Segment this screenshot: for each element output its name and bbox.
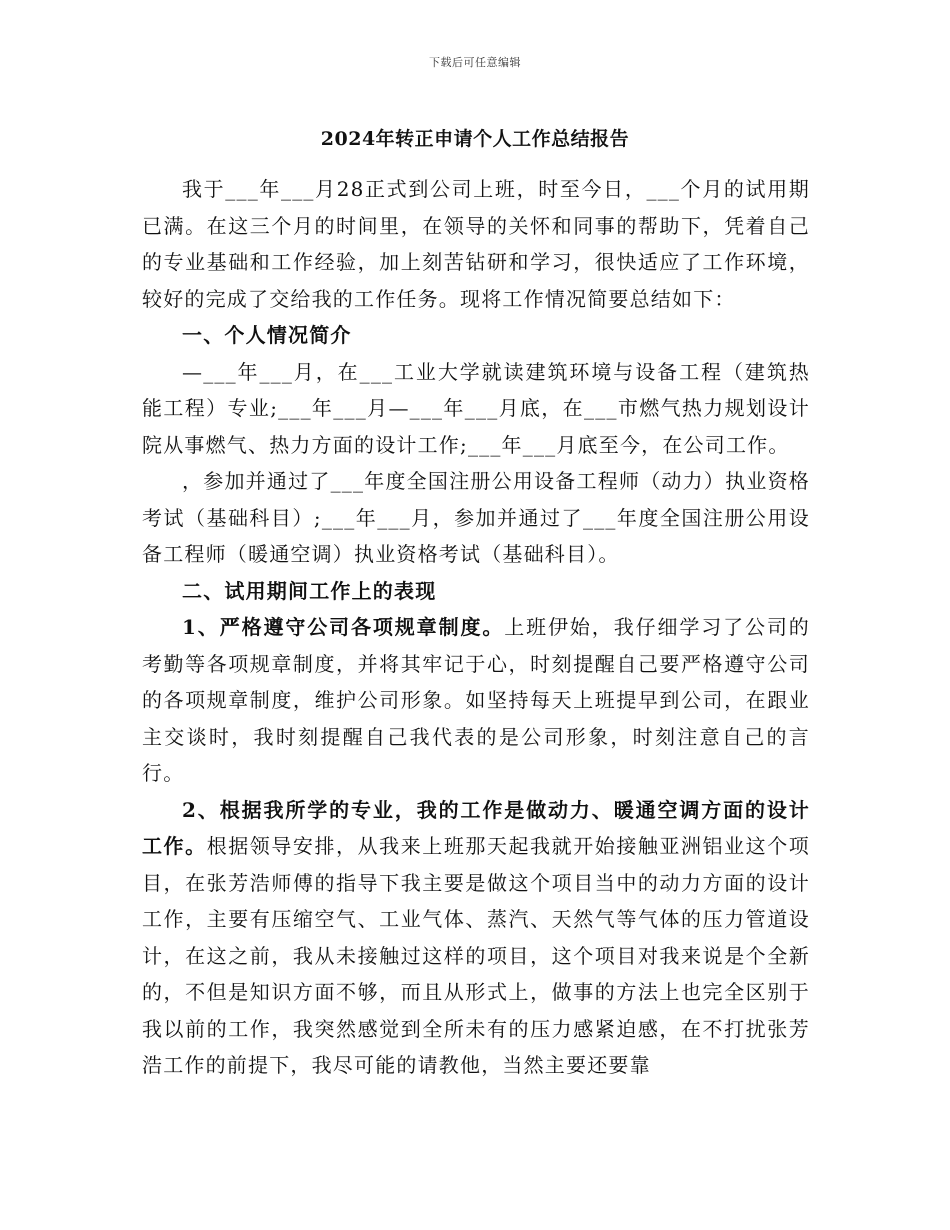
document-title: 2024年转正申请个人工作总结报告 — [320, 128, 630, 150]
intro-paragraph: 我于___年___月28正式到公司上班，时至今日，___个月的试用期已满。在这三个月的时间里，在领导的关怀和同事的帮助下，凭着自己的专业基础和工作经验，加上刻苦钻研和学习，很快适应了工作环境，较好的完成了交给我的工作任务。现将工作情况简要总结如下： — [142, 177, 810, 311]
item-1-text: 上班伊始，我仔细学习了公司的考勤等各项规章制度，并将其牢记于心，时刻提醒自己要严格遵守公司的各项规章制度，维护公司形象。如坚持每天上班提早到公司，在跟业主交谈时，我时刻提醒自己我代表的是公司形象，时刻注意自己的言行。 — [142, 615, 810, 785]
section-heading-personal-info: 一、个人情况简介 — [182, 323, 352, 347]
item-1-paragraph — [142, 609, 810, 792]
item-2-paragraph — [142, 792, 810, 1084]
exam-paragraph: ，参加并通过了___年度全国注册公用设备工程师（动力）执业资格考试（基础科目）;___年___月，参加并通过了___年度全国注册公用设备工程师（暖通空调）执业资格考试（基础科目）。 — [142, 469, 810, 566]
personal-info-paragraph: —___年___月，在___工业大学就读建筑环境与设备工程（建筑热能工程）专业;___年___月—___年___月底，在___市燃气热力规划设计院从事燃气、热力方面的设计工作;___年___月底至今，在公司工作。 — [142, 359, 810, 457]
document-body — [142, 171, 810, 1084]
watermark-text: 下载后可任意编辑 — [429, 56, 521, 69]
item-2-text: 根据领导安排，从我来上班那天起我就开始接触亚洲铝业这个项目，在张芳浩师傅的指导下我主要是做这个项目当中的动力方面的设计工作，主要有压缩空气、工业气体、蒸汽、天然气等气体的压力管道设计，在这之前，我从未接触过这样的项目，这个项目对我来说是个全新的，不但是知识方面不够，而且从形式上，做事的方法上也完全区别于我以前的工作，我突然感觉到全所未有的压力感紧迫感，在不打扰张芳浩工作的前提下，我尽可能的请教他，当然主要还要靠 — [142, 834, 810, 1077]
item-2-heading: 2、根据我所学的专业，我的工作是做动力、暖通空调方面的设计工作。 — [142, 797, 810, 858]
section-heading-probation-performance: 二、试用期间工作上的表现 — [182, 578, 437, 603]
item-1-heading: 1、严格遵守公司各项规章制度。 — [182, 615, 505, 639]
